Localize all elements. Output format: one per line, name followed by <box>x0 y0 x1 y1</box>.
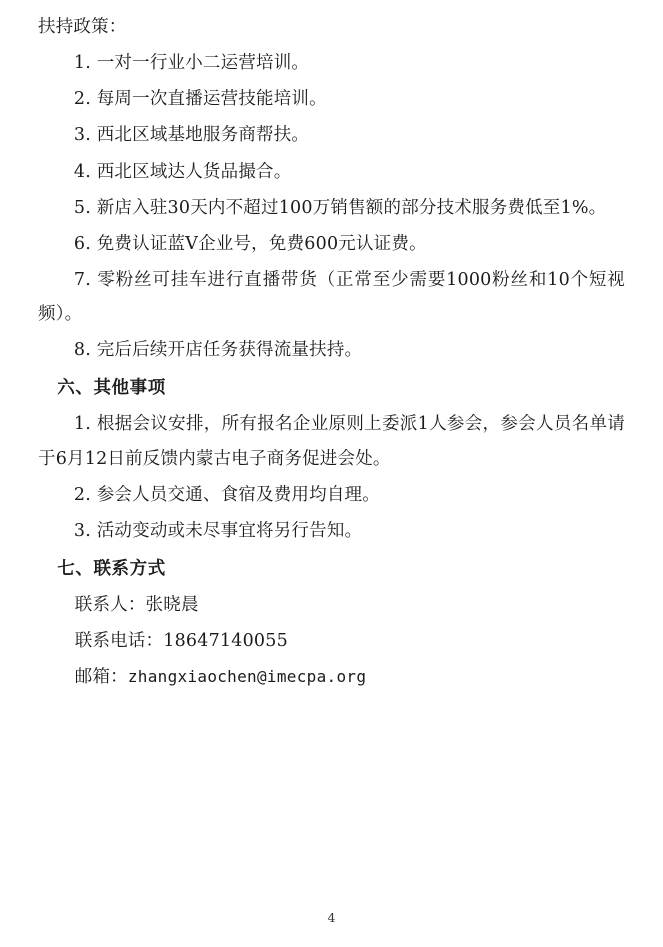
support-policy-title: 扶持政策： <box>38 17 127 37</box>
document-body <box>38 10 625 694</box>
support-policy-item-1: 1. 一对一行业小二运营培训。 <box>73 53 310 74</box>
support-policy-item-4: 4. 西北区域达人货品撮合。 <box>73 161 292 182</box>
contact-phone: 联系电话：18647140055 <box>74 631 288 652</box>
support-policy-item-6: 6. 免费认证蓝V企业号，免费600元认证费。 <box>73 233 427 254</box>
page-number: 4 <box>327 910 336 925</box>
section-six-item-2: 2. 参会人员交通、食宿及费用均自理。 <box>73 484 380 505</box>
section-seven-heading: 七、联系方式 <box>57 558 166 579</box>
support-policy-item-5: 5. 新店入驻30天内不超过100万销售额的部分技术服务费低至1%。 <box>73 197 607 218</box>
support-policy-item-7: 7. 零粉丝可挂车进行直播带货（正常至少需要1000粉丝和10个短视频）。 <box>38 269 625 324</box>
support-policy-item-8: 8. 完后后续开店任务获得流量扶持。 <box>73 340 363 361</box>
contact-email-label: 邮箱： <box>74 667 128 688</box>
section-six-item-1: 1. 根据会议安排，所有报名企业原则上委派1人参会，参会人员名单请于6月12日前反馈内蒙古电子商务促进会处。 <box>38 414 625 469</box>
contact-person: 联系人：张晓晨 <box>74 595 199 615</box>
support-policy-item-3: 3. 西北区域基地服务商帮扶。 <box>73 125 310 146</box>
contact-email-value: zhangxiaochen@imecpa.org <box>127 667 367 687</box>
section-six-heading: 六、其他事项 <box>57 378 166 399</box>
contact-email-row <box>38 660 625 694</box>
support-policy-item-2: 2. 每周一次直播运营技能培训。 <box>73 89 327 110</box>
section-six-item-3: 3. 活动变动或未尽事宜将另行告知。 <box>73 520 363 541</box>
